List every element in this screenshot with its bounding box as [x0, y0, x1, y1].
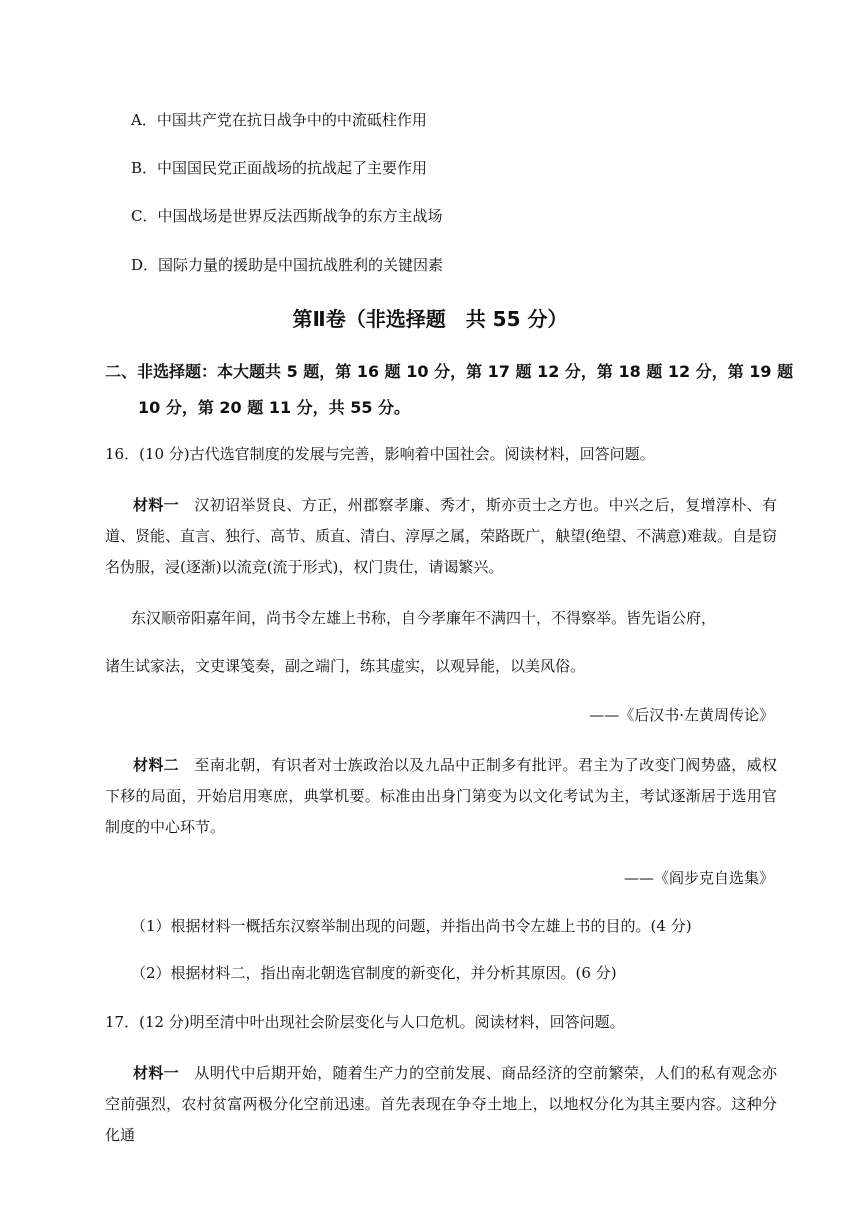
q16-sub-question-2: （2）根据材料二，指出南北朝选官制度的新变化，并分析其原因。(6 分)	[131, 964, 617, 982]
option-d: D．国际力量的援助是中国抗战胜利的关键因素	[131, 256, 444, 274]
q16-material-2-label: 材料二	[133, 756, 180, 774]
option-b: B．中国国民党正面战场的抗战起了主要作用	[131, 159, 428, 177]
q16-material-2-text: 至南北朝，有识者对士族政治以及九品中正制多有批评。君主为了改变门阀势盛，威权下移的局面，开始启用寒庶，典掌机要。标准由出身门第变为以文化考试为主，考试逐渐居于选用官制度的中心环节。	[105, 756, 777, 836]
q16-stem: 16．(10 分)古代选官制度的发展与完善，影响着中国社会。阅读材料，回答问题。	[105, 445, 655, 463]
q16-material-1-p2-line1: 东汉顺帝阳嘉年间，尚书令左雄上书称，自今孝廉年不满四十，不得察举。皆先诣公府，	[131, 609, 717, 627]
q16-material-1-p2-line2: 诸生试家法，文吏课笺奏，副之端门，练其虚实，以观异能，以美风俗。	[105, 657, 586, 675]
q16-material-2	[105, 750, 777, 843]
section-heading-line1: 二、非选择题：本大题共 5 题，第 16 题 10 分，第 17 题 12 分，第 18 题 12 分，第 19 题	[105, 362, 794, 381]
q16-material-1-label: 材料一	[133, 496, 180, 514]
section-heading-line2: 10 分，第 20 题 11 分，共 55 分。	[138, 398, 411, 417]
option-a: A．中国共产党在抗日战争中的中流砥柱作用	[131, 111, 427, 129]
q16-sub-question-1: （1）根据材料一概括东汉察举制出现的问题，并指出尚书令左雄上书的目的。(4 分)	[131, 917, 692, 935]
option-c: C．中国战场是世界反法西斯战争的东方主战场	[131, 207, 443, 225]
part-title: 第Ⅱ卷（非选择题 共 55 分）	[292, 307, 568, 331]
q17-material-1-label: 材料一	[133, 1064, 180, 1082]
q16-material-2-source: ——《阎步克自选集》	[623, 869, 774, 887]
q16-material-1	[105, 490, 777, 583]
q17-stem: 17．(12 分)明至清中叶出现社会阶层变化与人口危机。阅读材料，回答问题。	[105, 1013, 625, 1031]
q17-material-1-text: 从明代中后期开始，随着生产力的空前发展、商品经济的空前繁荣，人们的私有观念亦空前强烈，农村贫富两极分化空前迅速。首先表现在争夺土地上，以地权分化为其主要内容。这种分化通	[105, 1064, 777, 1144]
q16-material-1-source: ——《后汉书·左黄周传论》	[589, 706, 774, 724]
q17-material-1	[105, 1058, 777, 1151]
q16-material-1-text: 汉初诏举贤良、方正，州郡察孝廉、秀才，斯亦贡士之方也。中兴之后，复增淳朴、有道、贤能、直言、独行、高节、质直、清白、淳厚之属，荣路既广，觖望(绝望、不满意)难裁。自是窃名伪服，浸(逐渐)以流竞(流于形式)，权门贵仕，请谒繁兴。	[105, 496, 777, 576]
